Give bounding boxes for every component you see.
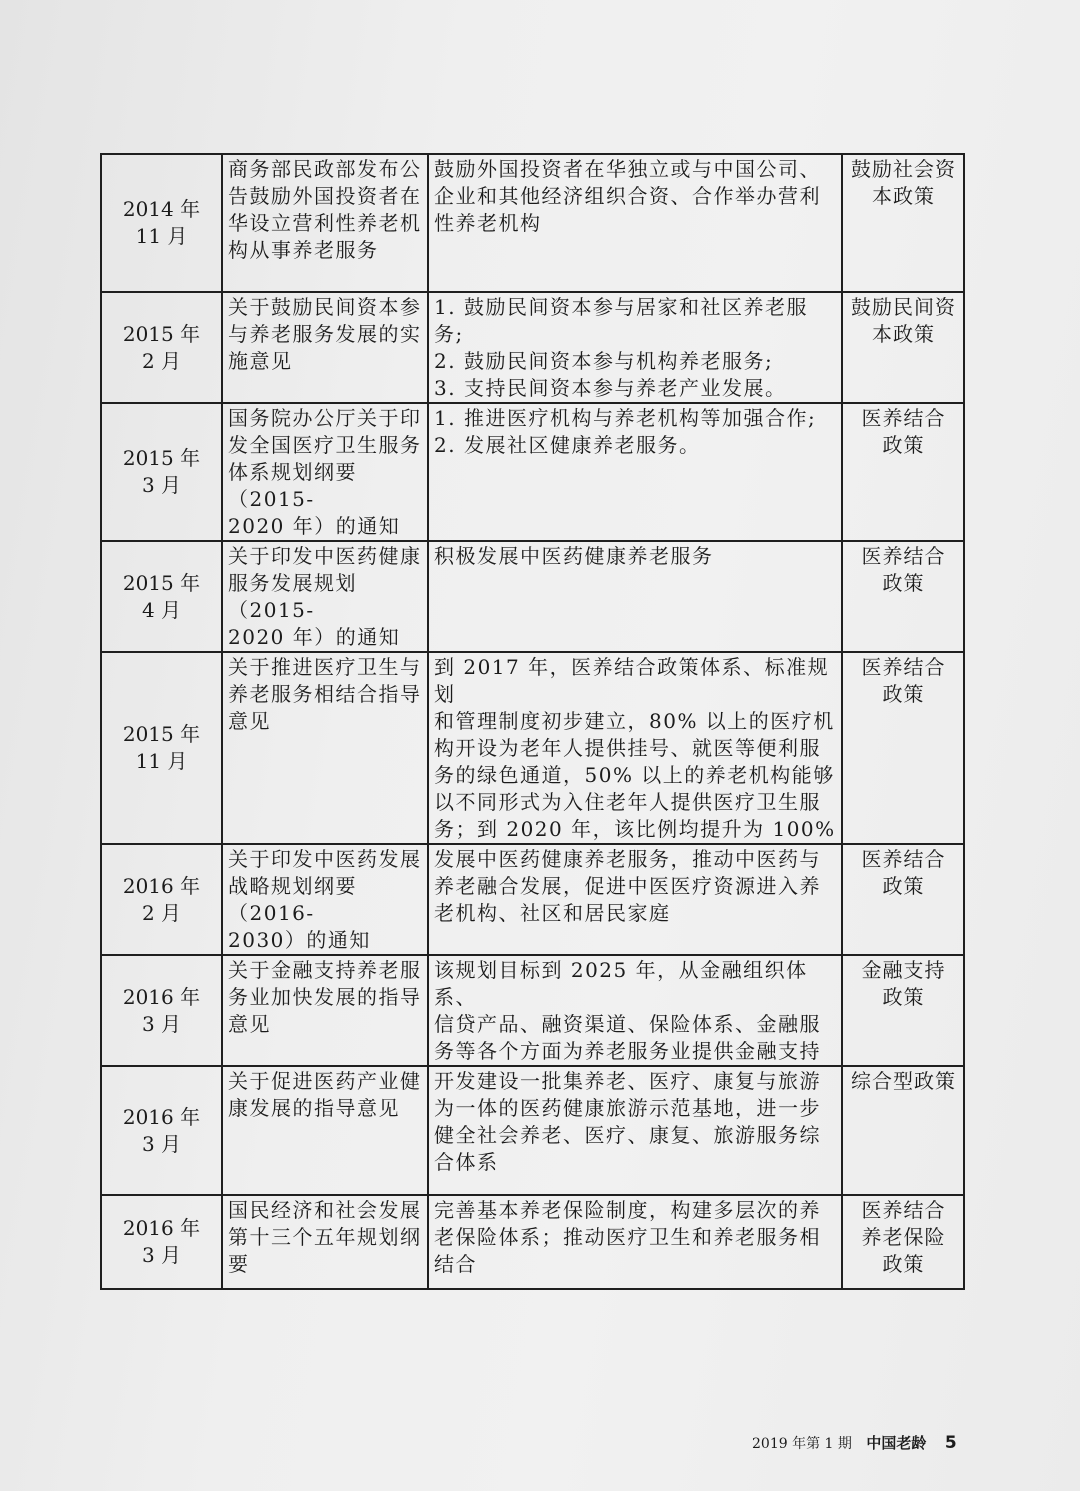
date-line: 3 月 — [141, 1243, 182, 1267]
policy-type-cell — [842, 541, 964, 652]
policy-type-line: 医养结合 — [861, 1198, 946, 1222]
footer-issue: 2019 年第 1 期 — [752, 1436, 852, 1452]
document-line: 服务发展规划（2015- — [228, 571, 357, 622]
policy-type-cell — [842, 154, 964, 292]
policy-type-cell — [842, 403, 964, 541]
date-cell — [101, 955, 222, 1066]
document-line: 发全国医疗卫生服务 — [228, 433, 422, 457]
document-cell — [222, 1066, 428, 1195]
date-line: 2 月 — [141, 348, 182, 373]
date-line: 2014 年 — [122, 197, 201, 221]
content-line: 健全社会养老、医疗、康复、旅游服务综 — [434, 1123, 821, 1147]
content-line: 合体系 — [434, 1150, 499, 1174]
content-cell — [428, 292, 842, 403]
date-line: 2016 年 — [122, 1104, 201, 1129]
policy-type-cell — [842, 1066, 964, 1195]
document-line: 关于金融支持养老服 — [228, 958, 422, 982]
document-line: 康发展的指导意见 — [228, 1096, 400, 1120]
content-line: 完善基本养老保险制度，构建多层次的养 — [434, 1198, 821, 1222]
content-cell — [428, 652, 842, 844]
content-line: 务；到 2020 年，该比例均提升为 100% — [434, 817, 836, 841]
policy-type-line: 医养结合 — [861, 406, 946, 430]
date-line: 2015 年 — [122, 446, 201, 470]
policy-type-line: 政策 — [882, 985, 925, 1009]
policy-type-line: 政策 — [882, 433, 925, 457]
content-line: 构开设为老年人提供挂号、就医等便利服 — [434, 736, 821, 760]
table-row — [101, 955, 964, 1066]
date-cell — [101, 844, 222, 955]
document-line: 养老服务相结合指导 — [228, 682, 422, 706]
document-line: 2020 年）的通知 — [228, 514, 401, 538]
table-row — [101, 541, 964, 652]
content-line: 2. 发展社区健康养老服务。 — [434, 433, 701, 457]
document-line: 构从事养老服务 — [228, 238, 379, 262]
policy-type-line: 本政策 — [872, 184, 935, 208]
document-line: 华设立营利性养老机 — [228, 211, 422, 235]
policy-type-cell — [842, 955, 964, 1066]
policy-type-line: 鼓励民间资 — [851, 295, 956, 319]
document-cell — [222, 652, 428, 844]
content-line: 和管理制度初步建立，80% 以上的医疗机 — [434, 709, 835, 733]
document-line: 关于推进医疗卫生与 — [228, 655, 422, 679]
content-line: 企业和其他经济组织合资、合作举办营利 — [434, 184, 821, 208]
page-footer — [752, 1432, 957, 1456]
table-row — [101, 844, 964, 955]
content-line: 结合 — [434, 1252, 477, 1276]
document-line: 第十三个五年规划纲 — [228, 1225, 422, 1249]
policy-type-cell — [842, 1195, 964, 1289]
date-line: 2015 年 — [122, 321, 201, 346]
policy-type-line: 本政策 — [872, 322, 935, 346]
content-line: 老保险体系；推动医疗卫生和养老服务相 — [434, 1225, 821, 1249]
policy-type-line: 政策 — [882, 682, 925, 706]
document-line: 意见 — [228, 709, 271, 733]
document-cell — [222, 844, 428, 955]
date-line: 11 月 — [135, 749, 188, 773]
content-cell — [428, 1066, 842, 1195]
content-line: 2. 鼓励民间资本参与机构养老服务; — [434, 349, 774, 373]
date-cell — [101, 403, 222, 541]
date-line: 3 月 — [141, 1011, 182, 1036]
document-line: 商务部民政部发布公 — [228, 157, 422, 181]
content-line: 3. 支持民间资本参与养老产业发展。 — [434, 376, 787, 400]
document-line: 2030）的通知 — [228, 928, 371, 952]
content-line: 开发建设一批集养老、医疗、康复与旅游 — [434, 1069, 821, 1093]
content-line: 以不同形式为入住老年人提供医疗卫生服 — [434, 790, 821, 814]
document-line: 要 — [228, 1252, 250, 1276]
document-line: 体系规划纲要（2015- — [228, 460, 357, 511]
content-line: 鼓励外国投资者在华独立或与中国公司、 — [434, 157, 821, 181]
date-cell — [101, 1195, 222, 1289]
content-line: 该规划目标到 2025 年，从金融组织体系、 — [434, 958, 808, 1009]
content-cell — [428, 955, 842, 1066]
document-cell — [222, 154, 428, 292]
policy-type-line: 养老保险 — [861, 1225, 946, 1249]
content-line: 信贷产品、融资渠道、保险体系、金融服 — [434, 1012, 821, 1036]
document-line: 关于印发中医药发展 — [228, 847, 422, 871]
document-cell — [222, 1195, 428, 1289]
document-line: 国民经济和社会发展 — [228, 1198, 422, 1222]
date-cell — [101, 292, 222, 403]
document-cell — [222, 541, 428, 652]
date-line: 4 月 — [141, 597, 182, 622]
policy-type-line: 鼓励社会资 — [851, 157, 956, 181]
policy-type-line: 政策 — [882, 1252, 925, 1276]
content-line: 老机构、社区和居民家庭 — [434, 901, 671, 925]
content-line: 务等各个方面为养老服务业提供金融支持 — [434, 1039, 821, 1063]
content-line: 发展中医药健康养老服务，推动中医药与 — [434, 847, 821, 871]
document-line: 战略规划纲要（2016- — [228, 874, 357, 925]
content-line: 养老融合发展，促进中医医疗资源进入养 — [434, 874, 821, 898]
policy-type-line: 医养结合 — [861, 655, 946, 679]
content-line: 积极发展中医药健康养老服务 — [434, 544, 714, 568]
policy-type-line: 政策 — [882, 571, 925, 595]
date-cell — [101, 652, 222, 844]
document-line: 与养老服务发展的实 — [228, 322, 422, 346]
date-cell — [101, 1066, 222, 1195]
content-line: 到 2017 年，医养结合政策体系、标准规划 — [434, 655, 830, 706]
table-row — [101, 1066, 964, 1195]
content-cell — [428, 541, 842, 652]
document-line: 2020 年）的通知 — [228, 625, 401, 649]
policy-type-line: 金融支持 — [861, 958, 946, 982]
policy-type-line: 综合型政策 — [851, 1069, 956, 1093]
date-cell — [101, 541, 222, 652]
document-line: 告鼓励外国投资者在 — [228, 184, 422, 208]
date-line: 2015 年 — [122, 570, 201, 595]
date-line: 2016 年 — [122, 873, 201, 898]
date-line: 2015 年 — [122, 722, 201, 746]
policy-table — [100, 153, 965, 1290]
content-cell — [428, 403, 842, 541]
document-line: 关于印发中医药健康 — [228, 544, 422, 568]
document-line: 意见 — [228, 1012, 271, 1036]
document-line: 施意见 — [228, 349, 293, 373]
date-line: 2016 年 — [122, 984, 201, 1009]
content-cell — [428, 1195, 842, 1289]
table-row — [101, 403, 964, 541]
document-line: 务业加快发展的指导 — [228, 985, 422, 1009]
content-cell — [428, 154, 842, 292]
policy-type-line: 医养结合 — [861, 544, 946, 568]
policy-type-cell — [842, 292, 964, 403]
table-row — [101, 1195, 964, 1289]
document-line: 关于鼓励民间资本参 — [228, 295, 422, 319]
footer-journal-title: 中国老龄 — [866, 1434, 927, 1452]
table-row — [101, 652, 964, 844]
document-cell — [222, 955, 428, 1066]
policy-type-line: 政策 — [882, 874, 925, 898]
content-line: 务的绿色通道，50% 以上的养老机构能够 — [434, 763, 835, 787]
policy-table-body — [101, 154, 964, 1289]
table-row — [101, 292, 964, 403]
date-line: 3 月 — [141, 473, 182, 497]
footer-page-number: 5 — [944, 1433, 957, 1453]
policy-type-cell — [842, 844, 964, 955]
date-line: 2 月 — [141, 900, 182, 925]
policy-type-line: 医养结合 — [861, 847, 946, 871]
content-line: 1. 推进医疗机构与养老机构等加强合作; — [434, 406, 817, 430]
content-line: 性养老机构 — [434, 211, 542, 235]
document-line: 关于促进医药产业健 — [228, 1069, 422, 1093]
date-cell — [101, 154, 222, 292]
date-line: 11 月 — [135, 224, 188, 248]
table-row — [101, 154, 964, 292]
content-cell — [428, 844, 842, 955]
document-line: 国务院办公厅关于印 — [228, 406, 422, 430]
policy-type-cell — [842, 652, 964, 844]
document-cell — [222, 292, 428, 403]
date-line: 3 月 — [141, 1131, 182, 1156]
content-line: 为一体的医药健康旅游示范基地，进一步 — [434, 1096, 821, 1120]
document-cell — [222, 403, 428, 541]
date-line: 2016 年 — [122, 1216, 201, 1240]
content-line: 1. 鼓励民间资本参与居家和社区养老服务; — [434, 295, 808, 346]
